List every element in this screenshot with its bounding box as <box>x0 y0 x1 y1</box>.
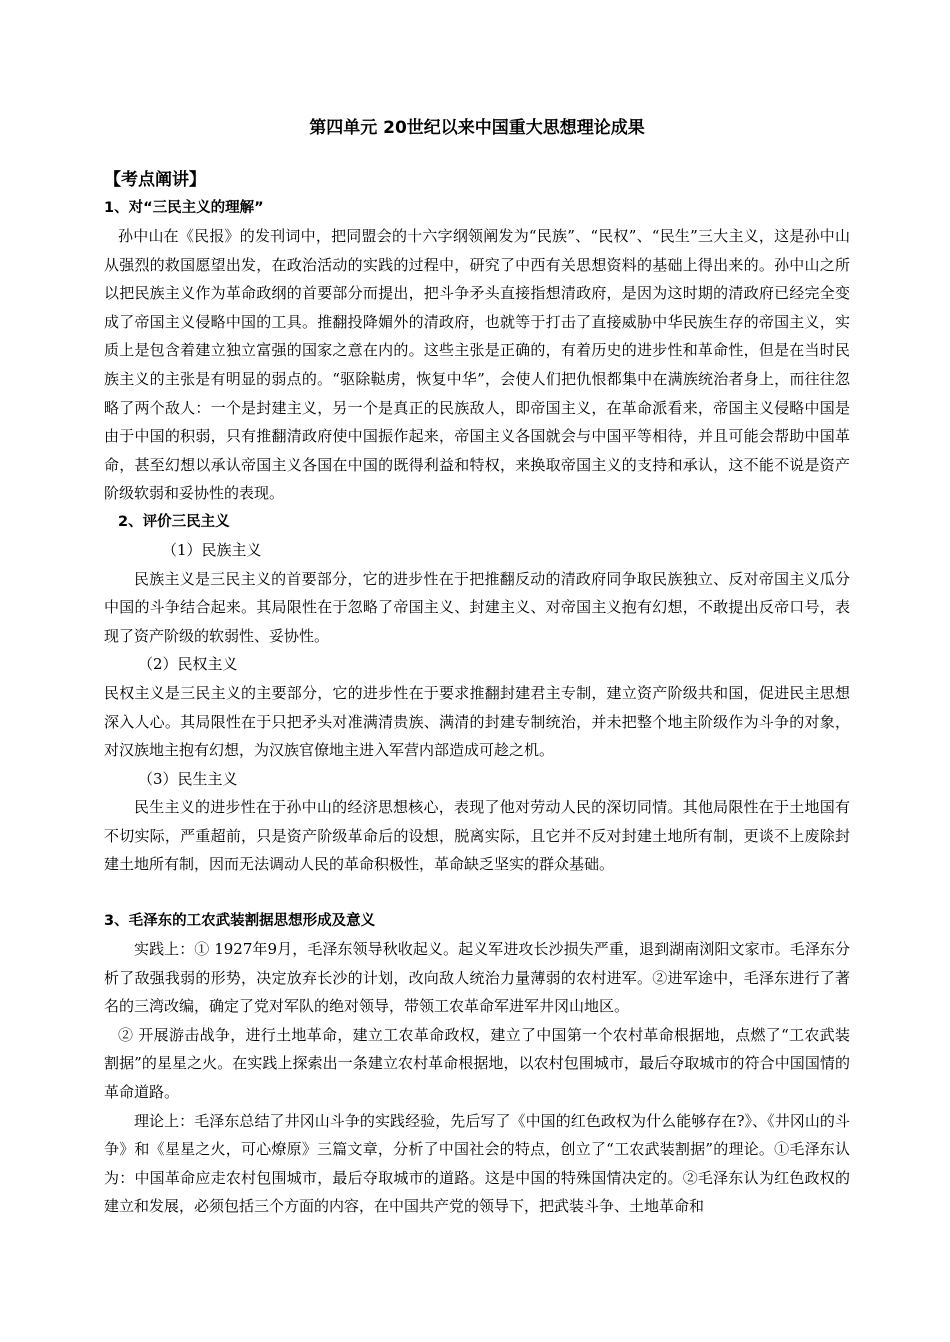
paragraph-2: 民族主义是三民主义的首要部分，它的进步性在于把推翻反动的清政府同争取民族独立、反对帝国主义瓜分中国的斗争结合起来。其局限性在于忽略了帝国主义、封建主义、对帝国主义抱有幻想，不敢提出反帝口号，表现了资产阶级的软弱性、妥协性。 <box>104 569 850 645</box>
paragraph-7: 理论上：毛泽东总结了井冈山斗争的实践经验，先后写了《中国的红色政权为什么能够存在?》、《井冈山的斗争》和《星星之火，可心燎原》三篇文章，分析了中国社会的特点，创立了“工农武装割据”的理论。①毛泽东认为：中国革命应走农村包围城市，最后夺取城市的道路。这是中国的特殊国情决定的。②毛泽东认为红色政权的建立和发展，必须包括三个方面的内容，在中国共产党的领导下，把武装斗争、土地革命和 <box>104 1111 850 1216</box>
heading-3: 3、毛泽东的工农武装割据思想形成及意义 <box>104 913 376 930</box>
heading-2: 2、评价三民主义 <box>118 513 230 530</box>
subheading-minsheng: （3）民生主义 <box>138 769 238 788</box>
document-page <box>104 114 850 1221</box>
spacer <box>104 879 850 907</box>
document-title: 第四单元 20世纪以来中国重大思想理论成果 <box>309 118 645 138</box>
paragraph-5: 实践上：① 1927年9月，毛泽东领导秋收起义。起义军进攻长沙损失严重，退到湖南浏阳文家市。毛泽东分析了敌强我弱的形势，决定放弃长沙的计划，改向敌人统治力量薄弱的农村进军。②进军途中，毛泽东进行了著名的三湾改编，确定了党对军队的绝对领导，带领工农革命军进军井冈山地区。 <box>104 940 850 1016</box>
paragraph-1: 孙中山在《民报》的发刊词中，把同盟会的十六字纲领阐发为“民族”、“民权”、“民生”三大主义，这是孙中山从强烈的救国愿望出发，在政治活动的实践的过程中，研究了中西有关思想资料的基础上得出来的。孙中山之所以把民族主义作为革命政纲的首要部分而提出，把斗争矛头直接指想清政府，是因为这时期的清政府已经完全变成了帝国主义侵略中国的工具。推翻投降媚外的清政府，也就等于打击了直接威胁中华民族生存的帝国主义，实质上是包含着建立独立富强的国家之意在内的。这些主张是正确的，有着历史的进步性和革命性，但是在当时民族主义的主张是有明显的弱点的。“驱除鞑虏，恢复中华”，会使人们把仇恨都集中在满族统治者身上，而往往忽略了两个敌人：一个是封建主义，另一个是真正的民族敌人，即帝国主义，在革命派看来，帝国主义侵略中国是由于中国的积弱，只有推翻清政府使中国振作起来，帝国主义各国就会与中国平等相待，并且可能会帮助中国革命，甚至幻想以承认帝国主义各国在中国的既得利益和特权，来换取帝国主义的支持和承认，这不能不说是资产阶级软弱和妥协性的表现。 <box>104 227 850 503</box>
subheading-minquan: （2）民权主义 <box>138 655 238 674</box>
heading-1: 1、对“三民主义的理解” <box>104 200 264 216</box>
section-header: 【考点阐讲】 <box>104 170 206 190</box>
paragraph-6: ② 开展游击战争，进行土地革命，建立工农革命政权，建立了中国第一个农村革命根据地，点燃了“工农武装割据”的星星之火。在实践上探索出一条建立农村革命根据地，以农村包围城市，最后夺取城市的符合中国国情的革命道路。 <box>104 1025 850 1102</box>
paragraph-4: 民生主义的进步性在于孙中山的经济思想核心，表现了他对劳动人民的深切同情。其他局限性在于土地国有不切实际，严重超前，只是资产阶级革命后的设想，脱离实际，且它并不反对封建土地所有制，更谈不上废除封建土地所有制，因而无法调动人民的革命积极性，革命缺乏坚实的群众基础。 <box>104 798 850 874</box>
paragraph-3: 民权主义是三民主义的主要部分，它的进步性在于要求推翻封建君主专制，建立资产阶级共和国，促进民主思想深入人心。其局限性在于只把矛头对准满清贵族、满清的封建专制统治，并未把整个地主阶级作为斗争的对象，对汉族地主抱有幻想，为汉族官僚地主进入军营内部造成可趁之机。 <box>104 683 850 760</box>
subheading-minzu: （1）民族主义 <box>162 540 262 559</box>
